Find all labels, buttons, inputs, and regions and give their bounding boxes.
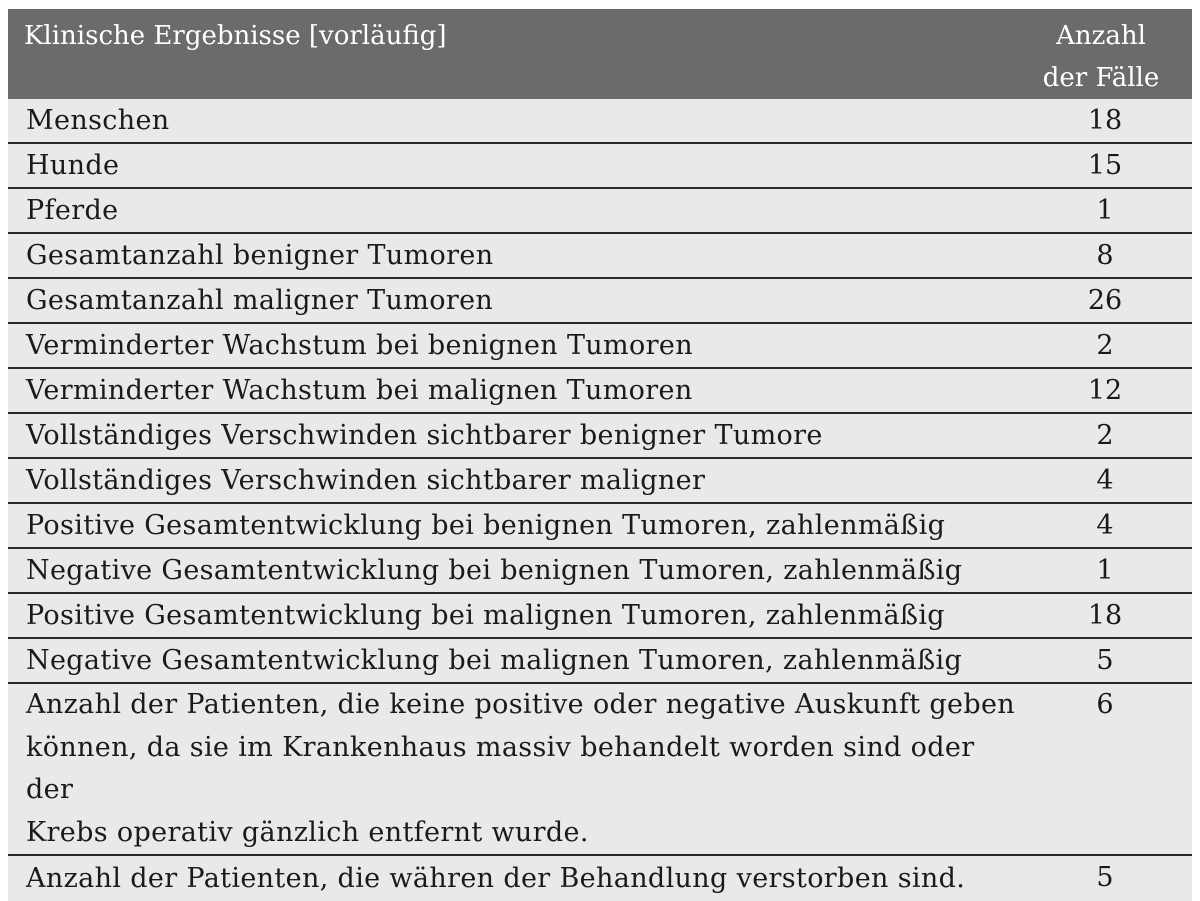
table-row	[8, 683, 1192, 855]
header-count-line1: Anzahl	[1056, 21, 1146, 51]
table-row	[8, 368, 1192, 413]
table-row	[8, 593, 1192, 638]
row-count: 6	[1018, 683, 1192, 855]
row-label: Verminderter Wachstum bei benignen Tumoren	[8, 323, 1018, 368]
row-label: Anzahl der Patienten, die währen der Behandlung verstorben sind.	[8, 855, 1018, 901]
row-count: 18	[1018, 593, 1192, 638]
row-count: 26	[1018, 278, 1192, 323]
row-label: Negative Gesamtentwicklung bei malignen Tumoren, zahlenmäßig	[8, 638, 1018, 683]
row-count: 15	[1018, 143, 1192, 188]
row-count: 12	[1018, 368, 1192, 413]
table-row	[8, 143, 1192, 188]
row-label: Gesamtanzahl benigner Tumoren	[8, 233, 1018, 278]
table-row	[8, 323, 1192, 368]
row-label-line: Anzahl der Patienten, die keine positive oder negative Auskunft geben	[26, 689, 1016, 720]
row-label-line: können, da sie im Krankenhaus massiv behandelt worden sind oder der	[26, 731, 975, 805]
table-row	[8, 99, 1192, 143]
table-row	[8, 503, 1192, 548]
row-label: Negative Gesamtentwicklung bei benignen Tumoren, zahlenmäßig	[8, 548, 1018, 593]
row-count: 4	[1018, 458, 1192, 503]
header-label: Klinische Ergebnisse [vorläufig]	[8, 9, 1018, 99]
row-label: Menschen	[8, 99, 1018, 143]
row-label-line: Krebs operativ gänzlich entfernt wurde.	[26, 816, 589, 848]
row-count: 18	[1018, 99, 1192, 143]
row-label: Vollständiges Verschwinden sichtbarer benigner Tumore	[8, 413, 1018, 458]
row-count: 5	[1018, 855, 1192, 901]
header-count	[1018, 9, 1192, 99]
header-count-line2: der Fälle	[1042, 63, 1160, 93]
row-count: 4	[1018, 503, 1192, 548]
row-label: Positive Gesamtentwicklung bei malignen Tumoren, zahlenmäßig	[8, 593, 1018, 638]
row-count: 2	[1018, 413, 1192, 458]
table-header-row	[8, 9, 1192, 99]
row-label: Pferde	[8, 188, 1018, 233]
table-row	[8, 188, 1192, 233]
row-count: 1	[1018, 188, 1192, 233]
row-label: Hunde	[8, 143, 1018, 188]
row-label: Vollständiges Verschwinden sichtbarer maligner	[8, 458, 1018, 503]
row-label	[8, 683, 1018, 855]
row-label: Verminderter Wachstum bei malignen Tumoren	[8, 368, 1018, 413]
table-row	[8, 548, 1192, 593]
row-label: Gesamtanzahl maligner Tumoren	[8, 278, 1018, 323]
table-row	[8, 855, 1192, 901]
results-table	[8, 9, 1192, 901]
row-count: 8	[1018, 233, 1192, 278]
table-row	[8, 278, 1192, 323]
table-row	[8, 413, 1192, 458]
row-count: 2	[1018, 323, 1192, 368]
row-count: 1	[1018, 548, 1192, 593]
row-label: Positive Gesamtentwicklung bei benignen Tumoren, zahlenmäßig	[8, 503, 1018, 548]
table-row	[8, 638, 1192, 683]
table-row	[8, 233, 1192, 278]
row-count: 5	[1018, 638, 1192, 683]
table-row	[8, 458, 1192, 503]
